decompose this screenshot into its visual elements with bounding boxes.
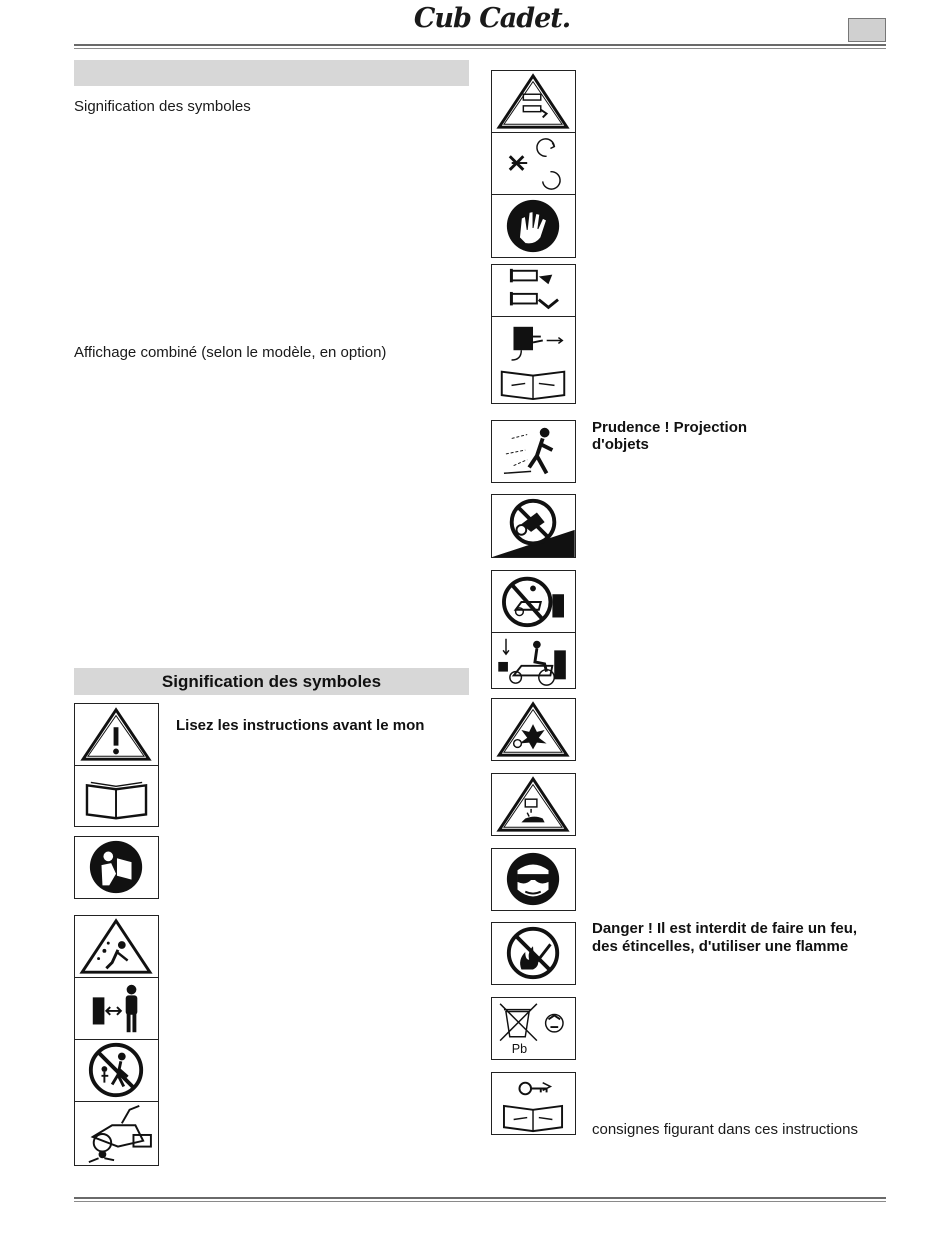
rotating-blades-icon	[491, 132, 576, 195]
fire-label-line1: Danger ! Il est interdit de faire un feu,	[592, 920, 858, 937]
header-rule-thin	[74, 48, 886, 49]
explosion-warning-icon	[491, 698, 576, 761]
read-manual-icon	[74, 836, 159, 899]
header-rule	[74, 44, 886, 46]
footer-rule-thin	[74, 1201, 886, 1202]
open-book-icon	[74, 765, 159, 827]
no-fire-icon	[491, 922, 576, 985]
projection-label-line2: d'objets	[592, 436, 649, 453]
section-title: Signification des symboles	[161, 672, 382, 691]
fire-label-line2: des étincelles, d'utiliser une flamme	[592, 938, 849, 955]
counterweight-icon	[491, 632, 576, 689]
warning-triangle-icon	[74, 703, 159, 766]
wear-goggles-icon	[491, 848, 576, 911]
engine-manual-icon	[491, 316, 576, 404]
read-instructions-label: Lisez les instructions avant le mon	[176, 717, 425, 734]
hand-cut-warning-icon	[491, 70, 576, 133]
top-text-1: Signification des symboles	[74, 98, 251, 115]
section-bar-top	[74, 60, 469, 86]
page-number-box	[848, 18, 886, 42]
slope-tip-icon	[491, 494, 576, 558]
person-thrown-icon	[491, 420, 576, 483]
keep-distance-icon	[74, 977, 159, 1040]
wear-gloves-icon	[491, 194, 576, 258]
key-manual-icon	[491, 1072, 576, 1135]
battery-icon	[491, 264, 576, 317]
pb-symbol-text: Pb	[511, 1042, 528, 1057]
projection-label-line1: Prudence ! Projection	[592, 419, 748, 436]
battery-recycle-icon	[491, 997, 576, 1060]
no-persons-icon	[74, 1039, 159, 1102]
thrown-objects-icon	[74, 915, 159, 978]
instructions-label: consignes figurant dans ces instructions	[592, 1121, 858, 1138]
no-passenger-icon	[491, 570, 576, 633]
top-text-2: Affichage combiné (selon le modèle, en option)	[74, 344, 387, 361]
cub-cadet-logo: Cub Cadet.	[413, 3, 571, 34]
acid-warning-icon	[491, 773, 576, 836]
rollover-icon	[74, 1101, 159, 1166]
footer-rule	[74, 1197, 886, 1199]
